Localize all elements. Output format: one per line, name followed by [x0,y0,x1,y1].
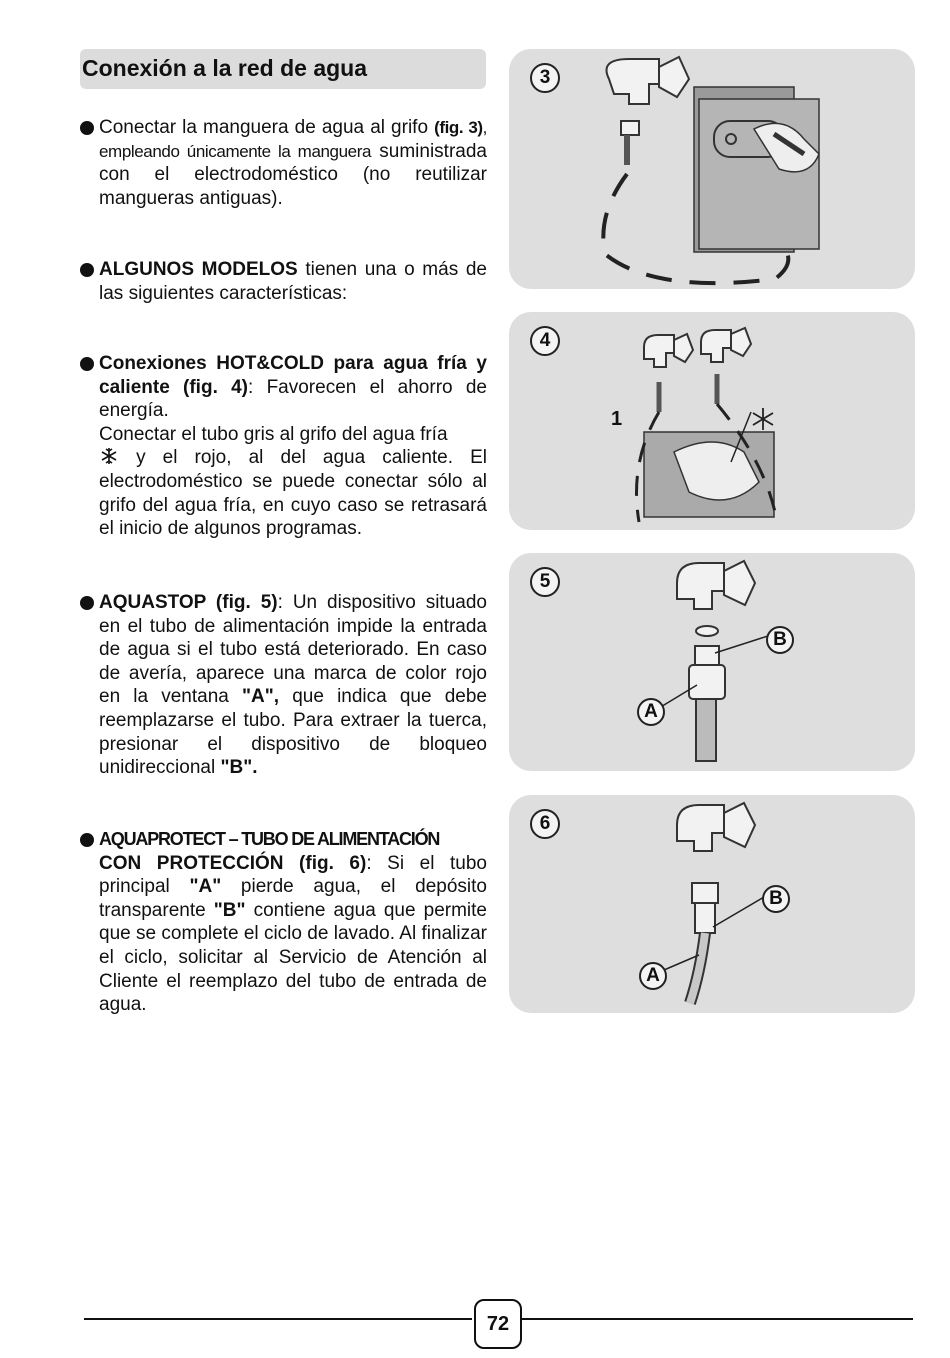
text: tienen una o más de las siguientes características: [99,259,487,304]
footer-rule-left [84,1318,472,1320]
text: Conectar la manguera de agua al grifo [99,117,435,138]
text-bold: Conexiones HOT&COLD para agua fría y caliente (fig. 4) [99,353,487,398]
text: : Si el tubo principal [99,852,487,898]
callout-b: B [766,626,794,654]
paragraph-hot-cold [99,352,487,541]
bullet-icon [80,121,94,135]
figure-4 [509,312,915,530]
text-bold: AQUASTOP (fig. 5) [99,592,278,613]
snowflake-icon [99,447,119,465]
callout-a: A [639,962,667,990]
text: y el rojo, al del agua caliente. El electrodoméstico se puede conectar sólo al grifo del agua fría, en cuyo caso se retrasará el inicio de algunos programas. [99,447,487,540]
figure-5-illustration [509,553,915,771]
text: suministrada con el electrodoméstico (no reutilizar mangueras antiguas). [99,140,487,209]
figure-3-illustration [509,49,915,289]
figure-number-badge: 3 [530,63,560,93]
page-number: 72 [474,1299,522,1349]
text: que indica que debe reemplazarse el tubo. Para extraer la tuerca, presionar el dispositivo de bloqueo unidireccional [99,686,487,779]
paragraph-aquastop [99,591,487,780]
text-bold: CON PROTECCIÓN (fig. 6) [99,852,367,874]
text: : Favorecen el ahorro de energía. [99,376,487,422]
bullet-icon [80,596,94,610]
page-title: Conexión a la red de agua [82,55,368,81]
figure-4-illustration [509,312,915,530]
figure-6-illustration [509,795,915,1013]
section-title-bar [80,49,486,89]
footer-rule-right [522,1318,913,1320]
text-bold: AQUAPROTECT – TUBO DE ALIMENTACIÓN [99,829,440,849]
text-bold: "B" [213,899,246,921]
paragraph-some-models [99,258,487,305]
figure-5 [509,553,915,771]
text: Conectar el tubo gris al grifo del agua fría [99,423,448,445]
paragraph-aquaprotect [99,828,487,1017]
figure-number-badge: 6 [530,809,560,839]
callout-a: A [637,698,665,726]
text: : Un dispositivo situado en el tubo de alimentación impide la entrada de agua si el tubo está deteriorado. En caso de avería, aparece una marca de color rojo en la ventana [99,592,487,708]
text-bold: ALGUNOS MODELOS [99,259,298,280]
paragraph-connect-hose [99,116,487,210]
text: , empleando únicamente la manguera [99,118,487,161]
text-bold: "A" [189,876,222,898]
text: contiene agua que permite que se complete el ciclo de lavado. Al finalizar el ciclo, solicitar al Servicio de Atención al Cliente el reemplazo del tubo de entrada de agua. [99,899,487,1016]
text-bold: "A", [242,686,280,708]
fig-ref: (fig. 3) [434,118,483,137]
callout-b: B [762,885,790,913]
figure-3 [509,49,915,289]
label-1: 1 [611,408,623,430]
figure-6 [509,795,915,1013]
text: pierde agua, el depósito transparente [99,876,487,921]
bullet-icon [80,833,94,847]
bullet-icon [80,263,94,277]
figure-number-badge: 5 [530,567,560,597]
text-bold: "B". [220,757,258,779]
bullet-icon [80,357,94,371]
figure-number-badge: 4 [530,326,560,356]
